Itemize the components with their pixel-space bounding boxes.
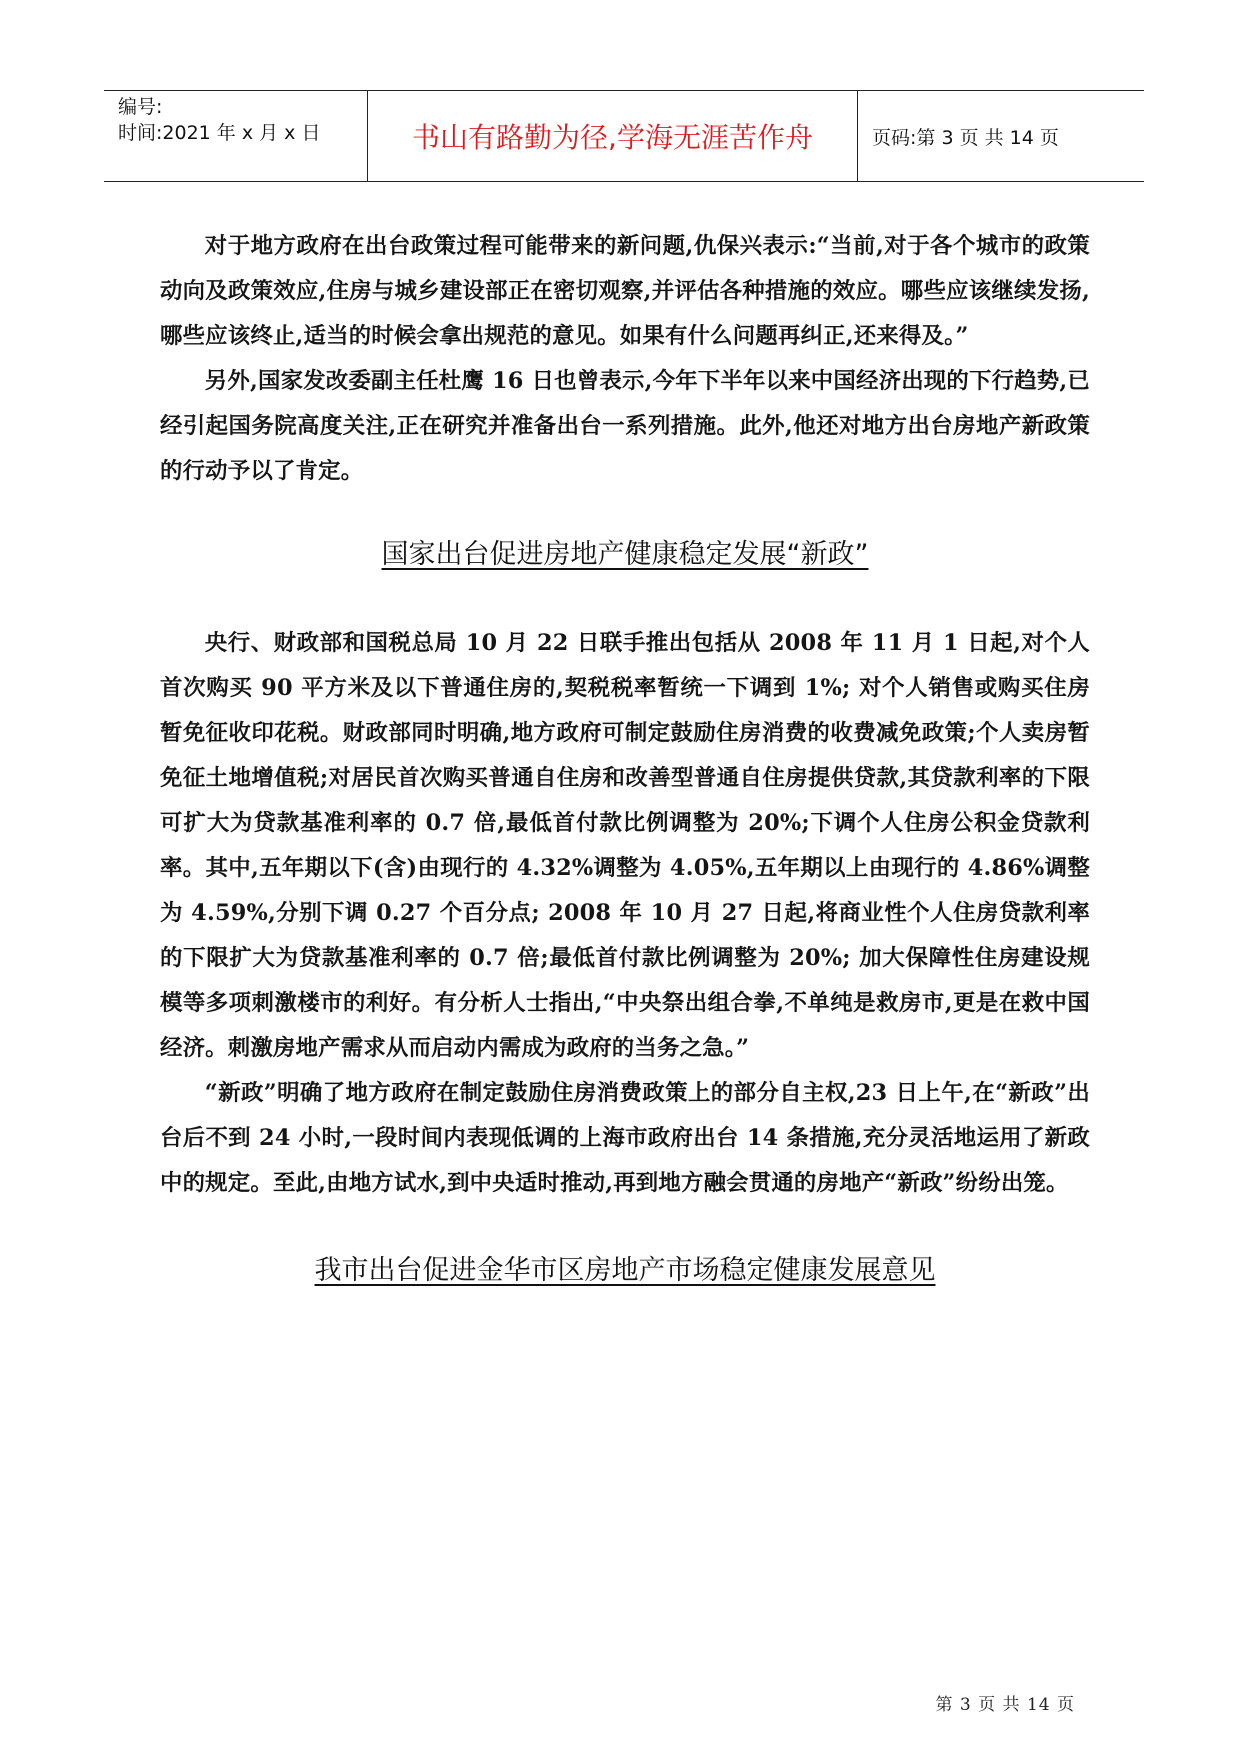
section-title — [160, 1248, 1090, 1287]
header-page-info: 页码:第 3 页 共 14 页 — [872, 126, 1059, 149]
header-motto: 书山有路勤为径,学海无涯苦作舟 — [368, 91, 858, 181]
section-title-text: 国家出台促进房地产健康稳定发展“新政” — [381, 539, 869, 570]
document-number-label: 编号: — [118, 96, 163, 118]
section-title-text: 我市出台促进金华市区房地产市场稳定健康发展意见 — [314, 1255, 936, 1286]
section-title — [160, 532, 1090, 571]
paragraph: 对于地方政府在出台政策过程可能带来的新问题,仇保兴表示:“当前,对于各个城市的政策动向及政策效应,住房与城乡建设部正在密切观察,并评估各种措施的效应。哪些应该继续发扬,哪些应该终止,适当的时候会拿出规范的意见。如果有什么问题再纠正,还来得及。” — [160, 233, 1090, 349]
header-meta-cell — [104, 91, 368, 181]
paragraph: “新政”明确了地方政府在制定鼓励住房消费政策上的部分自主权,23 日上午,在“新政”出台后不到 24 小时,一段时间内表现低调的上海市政府出台 14 条措施,充分灵活地运用了新政中的规定。至此,由地方试水,到中央适时推动,再到地方融会贯通的房地产“新政”纷纷出笼。 — [160, 1080, 1090, 1196]
document-body — [160, 224, 1090, 1287]
page-header — [104, 90, 1144, 182]
paragraph: 央行、财政部和国税总局 10 月 22 日联手推出包括从 2008 年 11 月 1 日起,对个人首次购买 90 平方米及以下普通住房的,契税税率暂统一下调到 1%; 对个人销售或购买住房暂免征收印花税。财政部同时明确,地方政府可制定鼓励住房消费的收费减免政策;个人卖房暂免征土地增值税;对居民首次购买普通自住房和改善型普通自住房提供贷款,其贷款利率的下限可扩大为贷款基准利率的 0.7 倍,最低首付款比例调整为 20%;下调个人住房公积金贷款利率。其中,五年期以下(含)由现行的 4.32%调整为 4.05%,五年期以上由现行的 4.86%调整为 4.59%,分别下调 0.27 个百分点; 2008 年 10 月 27 日起,将商业性个人住房贷款利率的下限扩大为贷款基准利率的 0.7 倍;最低首付款比例调整为 20%; 加大保障性住房建设规模等多项刺激楼市的利好。有分析人士指出,“中央祭出组合拳,不单纯是救房市,更是在救中国经济。刺激房地产需求从而启动内需成为政府的当务之急。” — [160, 630, 1090, 1061]
document-time-label: 时间:2021 年 x 月 x 日 — [118, 122, 321, 144]
page-footer: 第 3 页 共 14 页 — [935, 1695, 1075, 1715]
paragraph: 另外,国家发改委副主任杜鹰 16 日也曾表示,今年下半年以来中国经济出现的下行趋势,已经引起国务院高度关注,正在研究并准备出台一系列措施。此外,他还对地方出台房地产新政策的行动予以了肯定。 — [160, 368, 1090, 484]
